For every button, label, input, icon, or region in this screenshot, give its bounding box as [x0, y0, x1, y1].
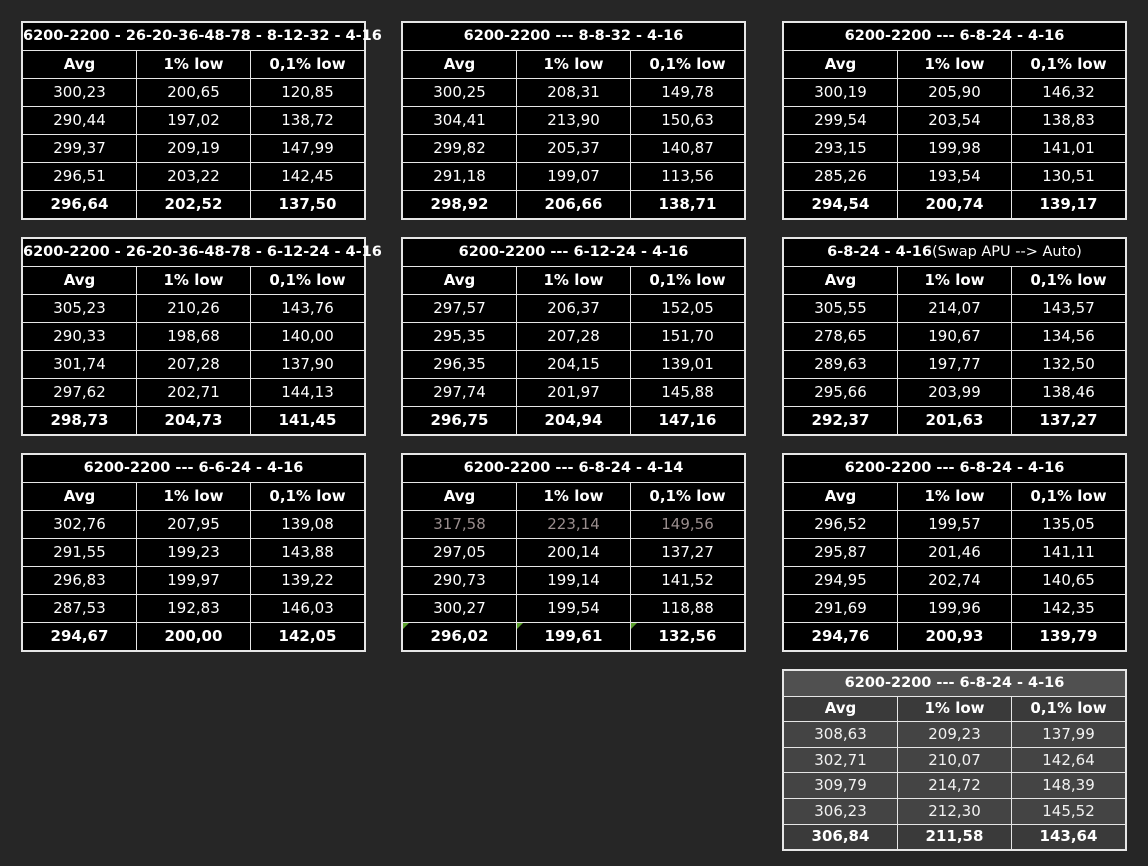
cell-avg: 278,65: [814, 327, 867, 345]
cell-1pct-low: 202,71: [136, 379, 250, 406]
cell-avg: 296,51: [53, 167, 106, 185]
header-1pct-low: 1% low: [897, 697, 1011, 722]
cell-1pct-low: 212,30: [897, 799, 1011, 824]
summary-01pct-low: 139,79: [1011, 623, 1125, 650]
cell-avg: 291,55: [53, 543, 106, 561]
summary-1pct-low: 199,61: [516, 623, 630, 650]
summary-row: [784, 190, 1125, 218]
table-title: 6200-2200 --- 8-8-32 - 4-16: [463, 28, 684, 45]
table-title: 6200-2200 --- 6-6-24 - 4-16: [83, 460, 304, 477]
cell-avg: 301,74: [53, 355, 106, 373]
header-avg: Avg: [443, 271, 476, 289]
cell-avg: 302,71: [784, 748, 897, 773]
cell-avg: 297,74: [433, 383, 486, 401]
summary-01pct-low: 137,27: [1011, 407, 1125, 434]
table-row: [403, 294, 744, 322]
summary-01pct-low: 139,17: [1011, 191, 1125, 218]
cell-avg: 300,19: [814, 83, 867, 101]
cell-1pct-low: 202,74: [897, 567, 1011, 594]
summary-1pct-low: 204,73: [136, 407, 250, 434]
summary-avg: 296,75: [430, 411, 489, 429]
header-avg: Avg: [824, 699, 857, 718]
header-01pct-low: 0,1% low: [250, 483, 364, 510]
cell-avg: 285,26: [814, 167, 867, 185]
cell-1pct-low: 210,07: [897, 748, 1011, 773]
summary-1pct-low: 200,93: [897, 623, 1011, 650]
table-row: [23, 106, 364, 134]
header-1pct-low: 1% low: [516, 51, 630, 78]
header-1pct-low: 1% low: [516, 267, 630, 294]
summary-row: [784, 824, 1125, 850]
table-row: [23, 322, 364, 350]
summary-1pct-low: 200,00: [136, 623, 250, 650]
cell-avg: 291,69: [814, 599, 867, 617]
table-row: [23, 134, 364, 162]
table-title-row: [23, 239, 382, 266]
summary-row: [784, 406, 1125, 434]
summary-row: [784, 622, 1125, 650]
table-row: [403, 322, 744, 350]
table-row: [784, 798, 1125, 824]
cell-avg: 302,76: [53, 515, 106, 533]
table-title: 6-8-24 - 4-16 (Swap APU --> Auto): [827, 244, 1082, 261]
cell-avg: 308,63: [784, 722, 897, 747]
table-row: [784, 721, 1125, 747]
cell-1pct-low: 199,57: [897, 511, 1011, 538]
table-row: [403, 134, 744, 162]
cell-1pct-low: 201,46: [897, 539, 1011, 566]
cell-avg: 305,55: [814, 299, 867, 317]
cell-01pct-low: 143,76: [250, 295, 364, 322]
summary-1pct-low: 211,58: [897, 825, 1011, 850]
results-table-2: [401, 21, 746, 220]
summary-avg: 292,37: [811, 411, 870, 429]
cell-01pct-low: 147,99: [250, 135, 364, 162]
summary-row: [23, 190, 364, 218]
table-title: 6200-2200 --- 6-8-24 - 4-16: [844, 675, 1065, 692]
table-row: [784, 566, 1125, 594]
table-row: [403, 594, 744, 622]
summary-01pct-low: 142,05: [250, 623, 364, 650]
cell-01pct-low: 130,51: [1011, 163, 1125, 190]
table-row: [784, 350, 1125, 378]
cell-1pct-low: 210,26: [136, 295, 250, 322]
cell-1pct-low: 199,96: [897, 595, 1011, 622]
header-row: [784, 482, 1125, 510]
cell-1pct-low: 214,07: [897, 295, 1011, 322]
header-avg: Avg: [63, 487, 96, 505]
header-row: [784, 266, 1125, 294]
header-avg: Avg: [824, 271, 857, 289]
cell-1pct-low: 207,28: [516, 323, 630, 350]
cell-01pct-low: 149,56: [630, 511, 744, 538]
summary-row: [403, 622, 744, 650]
header-1pct-low: 1% low: [897, 51, 1011, 78]
table-title-row: [403, 455, 744, 482]
summary-avg: 298,73: [50, 411, 109, 429]
cell-01pct-low: 138,46: [1011, 379, 1125, 406]
header-1pct-low: 1% low: [136, 51, 250, 78]
cell-01pct-low: 151,70: [630, 323, 744, 350]
cell-1pct-low: 200,65: [136, 79, 250, 106]
header-01pct-low: 0,1% low: [1011, 51, 1125, 78]
table-row: [23, 566, 364, 594]
cell-avg: 289,63: [814, 355, 867, 373]
cell-avg: 305,23: [53, 299, 106, 317]
header-avg: Avg: [443, 487, 476, 505]
header-01pct-low: 0,1% low: [250, 267, 364, 294]
cell-01pct-low: 143,57: [1011, 295, 1125, 322]
cell-01pct-low: 141,01: [1011, 135, 1125, 162]
header-row: [403, 50, 744, 78]
results-table-3: [782, 21, 1127, 220]
cell-1pct-low: 209,23: [897, 722, 1011, 747]
cell-avg: 294,95: [814, 571, 867, 589]
cell-avg: 297,62: [53, 383, 106, 401]
table-row: [403, 378, 744, 406]
table-row: [784, 294, 1125, 322]
cell-1pct-low: 197,02: [136, 107, 250, 134]
cell-1pct-low: 209,19: [136, 135, 250, 162]
summary-01pct-low: 141,45: [250, 407, 364, 434]
table-row: [23, 538, 364, 566]
cell-01pct-low: 142,64: [1011, 748, 1125, 773]
header-01pct-low: 0,1% low: [630, 51, 744, 78]
summary-01pct-low: 137,50: [250, 191, 364, 218]
table-row: [23, 162, 364, 190]
cell-avg: 295,66: [814, 383, 867, 401]
cell-1pct-low: 223,14: [516, 511, 630, 538]
table-title: 6200-2200 --- 6-8-24 - 4-14: [463, 460, 684, 477]
cell-01pct-low: 140,65: [1011, 567, 1125, 594]
summary-01pct-low: 143,64: [1011, 825, 1125, 850]
cell-01pct-low: 141,52: [630, 567, 744, 594]
summary-avg: 294,76: [811, 627, 870, 645]
header-avg: Avg: [443, 55, 476, 73]
table-title: 6200-2200 - 26-20-36-48-78 - 6-12-24 - 4-16: [23, 244, 382, 261]
summary-1pct-low: 201,63: [897, 407, 1011, 434]
cell-avg: 300,25: [433, 83, 486, 101]
cell-avg: 306,23: [784, 799, 897, 824]
table-row: [23, 594, 364, 622]
summary-1pct-low: 200,74: [897, 191, 1011, 218]
results-table-8: [401, 453, 746, 652]
cell-1pct-low: 198,68: [136, 323, 250, 350]
cell-01pct-low: 140,00: [250, 323, 364, 350]
header-1pct-low: 1% low: [897, 267, 1011, 294]
header-row: [23, 482, 364, 510]
table-title: 6200-2200 - 26-20-36-48-78 - 8-12-32 - 4-16: [23, 28, 382, 45]
summary-row: [403, 190, 744, 218]
cell-avg: 293,15: [814, 139, 867, 157]
header-01pct-low: 0,1% low: [250, 51, 364, 78]
table-row: [23, 294, 364, 322]
results-table-4: [21, 237, 382, 436]
table-title-note: (Swap APU --> Auto): [931, 244, 1082, 261]
cell-01pct-low: 144,13: [250, 379, 364, 406]
results-table-9: [782, 453, 1127, 652]
header-row: [23, 50, 364, 78]
header-row: [784, 50, 1125, 78]
cell-1pct-low: 199,14: [516, 567, 630, 594]
cell-01pct-low: 145,52: [1011, 799, 1125, 824]
header-1pct-low: 1% low: [136, 267, 250, 294]
table-row: [403, 350, 744, 378]
summary-avg: 298,92: [430, 195, 489, 213]
cell-01pct-low: 137,90: [250, 351, 364, 378]
table-row: [784, 322, 1125, 350]
header-row: [403, 482, 744, 510]
cell-1pct-low: 199,97: [136, 567, 250, 594]
header-row: [23, 266, 364, 294]
cell-avg: 297,05: [433, 543, 486, 561]
table-row-excluded: [403, 510, 744, 538]
cell-1pct-low: 199,54: [516, 595, 630, 622]
cell-1pct-low: 208,31: [516, 79, 630, 106]
table-title-row: [784, 455, 1125, 482]
summary-row: [403, 406, 744, 434]
cell-avg: 296,52: [814, 515, 867, 533]
cell-1pct-low: 207,95: [136, 511, 250, 538]
table-row: [784, 378, 1125, 406]
cell-01pct-low: 120,85: [250, 79, 364, 106]
header-avg: Avg: [63, 55, 96, 73]
header-avg: Avg: [824, 487, 857, 505]
cell-01pct-low: 139,08: [250, 511, 364, 538]
cell-01pct-low: 141,11: [1011, 539, 1125, 566]
cell-avg: 295,35: [433, 327, 486, 345]
cell-1pct-low: 190,67: [897, 323, 1011, 350]
cell-01pct-low: 137,27: [630, 539, 744, 566]
summary-avg: 306,84: [811, 827, 870, 846]
summary-01pct-low: 138,71: [630, 191, 744, 218]
cell-avg: 317,58: [433, 515, 486, 533]
cell-01pct-low: 142,35: [1011, 595, 1125, 622]
results-table-7: [21, 453, 366, 652]
cell-01pct-low: 149,78: [630, 79, 744, 106]
table-title-row: [23, 455, 364, 482]
header-01pct-low: 0,1% low: [1011, 483, 1125, 510]
cell-1pct-low: 205,90: [897, 79, 1011, 106]
summary-01pct-low: 147,16: [630, 407, 744, 434]
table-title: 6200-2200 --- 6-8-24 - 4-16: [844, 460, 1065, 477]
cell-01pct-low: 132,50: [1011, 351, 1125, 378]
cell-1pct-low: 200,14: [516, 539, 630, 566]
cell-01pct-low: 137,99: [1011, 722, 1125, 747]
table-row: [784, 538, 1125, 566]
cell-01pct-low: 143,88: [250, 539, 364, 566]
cell-1pct-low: 207,28: [136, 351, 250, 378]
cell-01pct-low: 135,05: [1011, 511, 1125, 538]
cell-1pct-low: 213,90: [516, 107, 630, 134]
table-title-row: [403, 239, 744, 266]
header-01pct-low: 0,1% low: [630, 483, 744, 510]
header-avg: Avg: [824, 55, 857, 73]
cell-1pct-low: 205,37: [516, 135, 630, 162]
cell-1pct-low: 203,22: [136, 163, 250, 190]
results-table-5: [401, 237, 746, 436]
table-title-row: [784, 671, 1125, 696]
summary-1pct-low: 206,66: [516, 191, 630, 218]
header-1pct-low: 1% low: [516, 483, 630, 510]
summary-1pct-low: 204,94: [516, 407, 630, 434]
cell-avg: 291,18: [433, 167, 486, 185]
cell-avg: 299,37: [53, 139, 106, 157]
results-table-6: [782, 237, 1127, 436]
summary-avg: 296,64: [50, 195, 109, 213]
cell-avg: 300,23: [53, 83, 106, 101]
table-row: [784, 134, 1125, 162]
cell-1pct-low: 203,99: [897, 379, 1011, 406]
cell-1pct-low: 192,83: [136, 595, 250, 622]
header-avg: Avg: [63, 271, 96, 289]
cell-01pct-low: 138,72: [250, 107, 364, 134]
table-row: [784, 78, 1125, 106]
cell-1pct-low: 214,72: [897, 773, 1011, 798]
header-row: [784, 696, 1125, 722]
table-row: [23, 78, 364, 106]
summary-1pct-low: 202,52: [136, 191, 250, 218]
cell-avg: 290,73: [433, 571, 486, 589]
cell-avg: 297,57: [433, 299, 486, 317]
cell-01pct-low: 146,03: [250, 595, 364, 622]
header-01pct-low: 0,1% low: [1011, 697, 1125, 722]
results-table-10: [782, 669, 1127, 851]
header-1pct-low: 1% low: [136, 483, 250, 510]
cell-01pct-low: 152,05: [630, 295, 744, 322]
cell-avg: 309,79: [784, 773, 897, 798]
cell-1pct-low: 199,23: [136, 539, 250, 566]
table-row: [784, 162, 1125, 190]
table-row: [784, 594, 1125, 622]
cell-1pct-low: 203,54: [897, 107, 1011, 134]
cell-01pct-low: 118,88: [630, 595, 744, 622]
table-row: [403, 566, 744, 594]
cell-1pct-low: 199,07: [516, 163, 630, 190]
cell-avg: 296,35: [433, 355, 486, 373]
table-row: [784, 510, 1125, 538]
summary-avg: 294,54: [811, 195, 870, 213]
table-row: [23, 378, 364, 406]
table-title-row: [23, 23, 382, 50]
cell-avg: 304,41: [433, 111, 486, 129]
cell-01pct-low: 139,22: [250, 567, 364, 594]
header-row: [403, 266, 744, 294]
cell-avg: 287,53: [53, 599, 106, 617]
cell-avg: 299,54: [814, 111, 867, 129]
table-row: [403, 162, 744, 190]
table-row: [403, 78, 744, 106]
cell-avg: 299,82: [433, 139, 486, 157]
cell-01pct-low: 138,83: [1011, 107, 1125, 134]
summary-avg: 294,67: [50, 627, 109, 645]
table-title-row: [784, 239, 1125, 266]
cell-01pct-low: 113,56: [630, 163, 744, 190]
header-01pct-low: 0,1% low: [630, 267, 744, 294]
header-01pct-low: 0,1% low: [1011, 267, 1125, 294]
header-1pct-low: 1% low: [897, 483, 1011, 510]
table-row: [784, 106, 1125, 134]
summary-avg: 296,02: [403, 623, 516, 650]
table-row: [23, 510, 364, 538]
results-table-1: [21, 21, 382, 220]
cell-01pct-low: 145,88: [630, 379, 744, 406]
table-title-row: [784, 23, 1125, 50]
cell-1pct-low: 206,37: [516, 295, 630, 322]
summary-01pct-low: 132,56: [630, 623, 744, 650]
cell-01pct-low: 148,39: [1011, 773, 1125, 798]
table-row: [403, 106, 744, 134]
table-title: 6200-2200 --- 6-12-24 - 4-16: [458, 244, 689, 261]
cell-avg: 290,33: [53, 327, 106, 345]
cell-1pct-low: 193,54: [897, 163, 1011, 190]
table-title: 6200-2200 --- 6-8-24 - 4-16: [844, 28, 1065, 45]
cell-1pct-low: 204,15: [516, 351, 630, 378]
cell-avg: 296,83: [53, 571, 106, 589]
summary-row: [23, 622, 364, 650]
cell-01pct-low: 134,56: [1011, 323, 1125, 350]
cell-avg: 295,87: [814, 543, 867, 561]
cell-01pct-low: 140,87: [630, 135, 744, 162]
table-row: [784, 747, 1125, 773]
table-row: [784, 772, 1125, 798]
cell-01pct-low: 139,01: [630, 351, 744, 378]
summary-row: [23, 406, 364, 434]
cell-01pct-low: 146,32: [1011, 79, 1125, 106]
cell-1pct-low: 199,98: [897, 135, 1011, 162]
cell-avg: 290,44: [53, 111, 106, 129]
cell-01pct-low: 142,45: [250, 163, 364, 190]
cell-1pct-low: 201,97: [516, 379, 630, 406]
cell-avg: 300,27: [433, 599, 486, 617]
table-row: [403, 538, 744, 566]
cell-1pct-low: 197,77: [897, 351, 1011, 378]
cell-01pct-low: 150,63: [630, 107, 744, 134]
table-title-row: [403, 23, 744, 50]
table-row: [23, 350, 364, 378]
